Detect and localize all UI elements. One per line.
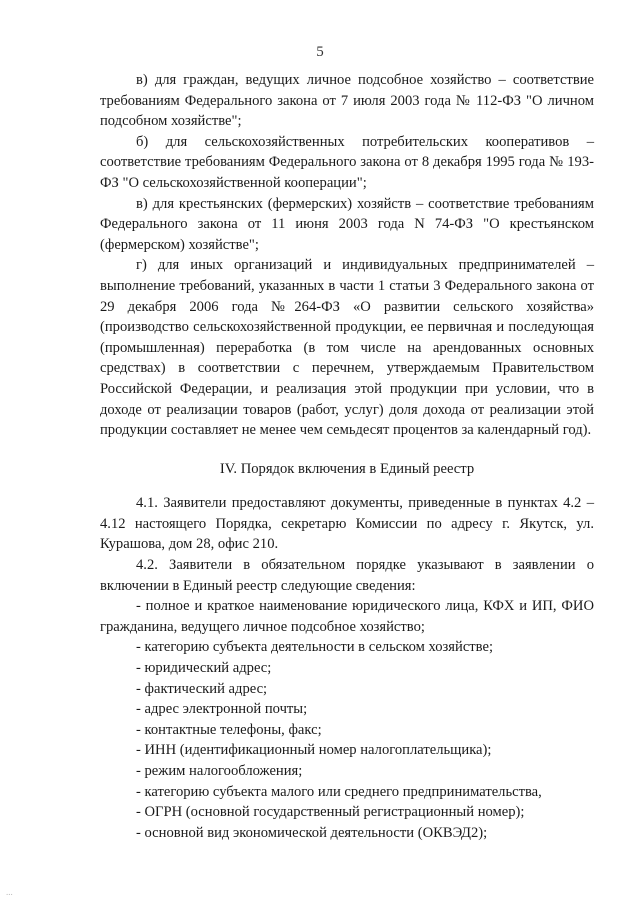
list-item-name: - полное и краткое наименование юридического лица, КФХ и ИП, ФИО гражданина, ведущего личное подсобное хозяйство; <box>100 598 594 635</box>
list-item-tax-regime: - режим налогообложения; <box>136 763 303 779</box>
document-body <box>100 70 594 843</box>
list-item-sme-category: - категорию субъекта малого или среднего предпринимательства, <box>136 783 542 800</box>
paragraph-4-1: 4.1. Заявители предоставляют документы, приведенные в пунктах 4.2 – 4.12 настоящего Порядка, секретарю Комиссии по адресу г. Якутск, ул. Курашова, дом 28, офис 210. <box>100 495 594 553</box>
paragraph-4-2: 4.2. Заявители в обязательном порядке указывают в заявлении о включении в Единый реестр следующие сведения: <box>100 557 594 594</box>
list-item-okved: - основной вид экономической деятельности (ОКВЭД2); <box>136 824 488 841</box>
paragraph-b: б) для сельскохозяйственных потребительских кооперативов – соответствие требованиям Федерального закона от 8 декабря 1995 года № 193-ФЗ "О сельскохозяйственной кооперации"; <box>100 133 594 191</box>
section-heading: IV. Порядок включения в Единый реестр <box>219 460 475 477</box>
page-number: 5 <box>316 44 324 60</box>
list-item-category: - категорию субъекта деятельности в сельском хозяйстве; <box>136 639 494 656</box>
list-item-inn: - ИНН (идентификационный номер налогоплательщика); <box>136 742 492 759</box>
list-item-actual-address: - фактический адрес; <box>136 680 268 697</box>
list-item-ogrn: - ОГРН (основной государственный регистрационный номер); <box>136 804 525 821</box>
paragraph-v: в) для крестьянских (фермерских) хозяйств – соответствие требованиям Федерального закона от 11 июня 2003 года N 74-ФЗ "О крестьянском (фермерском) хозяйстве"; <box>100 195 594 253</box>
paragraph-a: в) для граждан, ведущих личное подсобное хозяйство – соответствие требованиям Федерального закона от 7 июля 2003 года № 112-ФЗ "О личном подсобном хозяйстве"; <box>100 72 594 130</box>
list-item-email: - адрес электронной почты; <box>136 701 308 718</box>
corner-mark: ... <box>6 887 13 897</box>
paragraph-g: г) для иных организаций и индивидуальных предпринимателей – выполнение требований, указанных в части 1 статьи 3 Федерального закона от 29 декабря 2006 года №264-ФЗ «О развитии сельского хозяйства» (производство сельскохозяйственной продукции, ее первичная и последующая (промышленная) переработка (в том числе на арендованных основных средствах) в соответствии с перечнем, утверждаемым Правительством Российской Федерации, и реализация этой продукции при условии, что в доходе от реализации товаров (работ, услуг) доля дохода от реализации этой продукции составляет не менее чем семьдесят процентов за календарный год). <box>100 257 594 439</box>
list-item-phones: - контактные телефоны, факс; <box>136 721 322 738</box>
list-item-legal-address: - юридический адрес; <box>136 660 272 677</box>
